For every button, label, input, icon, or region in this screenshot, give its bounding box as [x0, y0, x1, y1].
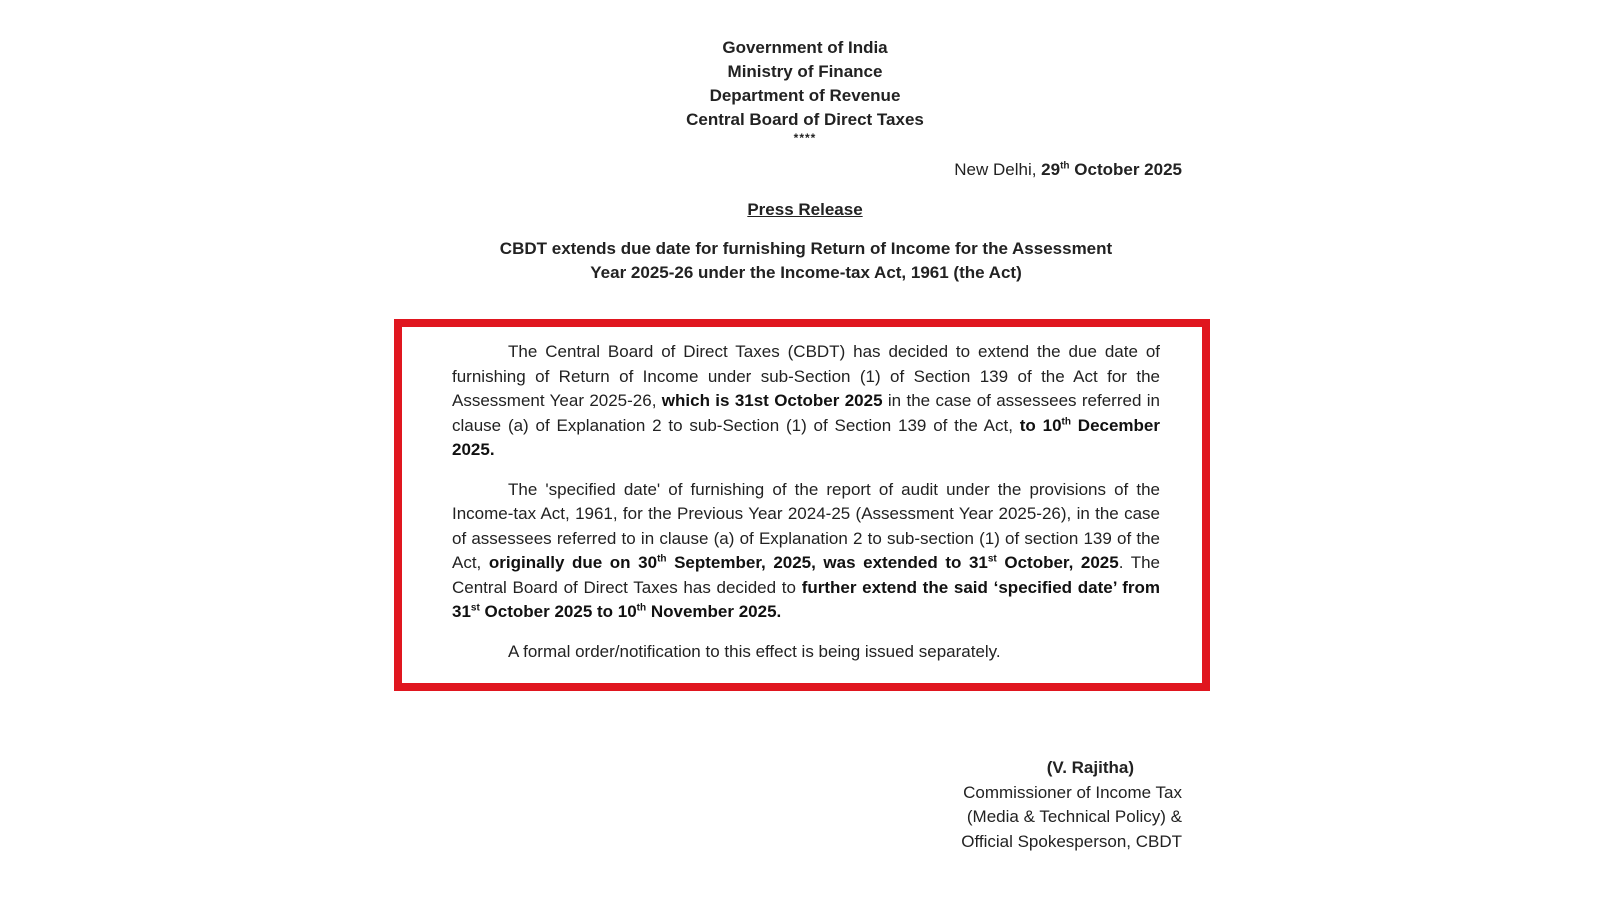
p2-bold-2: September, 2025, was extended to 31: [666, 553, 988, 572]
p1-bold-3: December 2025.: [452, 415, 1160, 459]
separator: ****: [793, 131, 817, 145]
body-text: [452, 340, 1160, 679]
paragraph-1: [452, 340, 1160, 463]
p1-sup: th: [1061, 415, 1071, 427]
p2-sup-3: st: [470, 602, 480, 614]
signatory-name: (V. Rajitha): [1046, 758, 1134, 777]
signature-block: [961, 756, 1182, 854]
p2-bold-5: October 2025 to 10: [479, 602, 637, 621]
p2-sup-4: th: [636, 602, 647, 614]
board-line: Central Board of Direct Taxes: [686, 110, 924, 129]
signatory-title-3: Official Spokesperson, CBDT: [961, 831, 1182, 851]
headline: [452, 237, 1160, 285]
p2-bold-6: November 2025.: [646, 602, 782, 621]
signatory-title-2: (Media & Technical Policy) &: [966, 807, 1182, 826]
headline-line-1: CBDT extends due date for furnishing Return of Income for the Assessment: [499, 239, 1113, 258]
p1-text-2: in the case of assessees referred in clause (a) of Explanation 2 to sub-Section (1) of Section 139 of the Act,: [452, 391, 1160, 435]
headline-line-2: Year 2025-26 under the Income-tax Act, 1961 (the Act): [590, 263, 1022, 282]
letterhead: [620, 36, 990, 144]
p2-sup-2: st: [987, 553, 997, 565]
paragraph-3: A formal order/notification to this effect is being issued separately.: [508, 641, 1001, 661]
press-release-label: Press Release: [747, 200, 863, 219]
p2-text-2: . The Central Board of Direct Taxes has decided to: [452, 553, 1161, 597]
p2-bold-group-1: [489, 553, 1119, 572]
dateline: [954, 158, 1182, 182]
p2-text-1: The 'specified date' of furnishing of the report of audit under the provisions of the Income-tax Act, 1961, for the Previous Year 2024-25 (Assessment Year 2025-26), in the case of assessees referred to in clause (a) of Explanation 2 to sub-section (1) of section 139 of the Act,: [452, 479, 1160, 572]
p2-bold-4: further extend the said ‘specified date’ from 31: [452, 577, 1160, 621]
signatory-title-1: Commissioner of Income Tax: [963, 782, 1182, 802]
p2-bold-3: October, 2025: [996, 553, 1119, 572]
department-line: Department of Revenue: [709, 86, 901, 105]
dateline-day: 29: [1041, 160, 1061, 179]
ministry-line: Ministry of Finance: [727, 62, 883, 81]
p1-text-1: The Central Board of Direct Taxes (CBDT) has decided to extend the due date of furnishing of Return of Income under sub-Section (1) of Section 139 of the Act for the Assessment Year 2025-26,: [452, 342, 1160, 410]
paragraph-2: [452, 478, 1160, 625]
dateline-month-year: October 2025: [1069, 160, 1182, 179]
dateline-day-suffix: th: [1060, 160, 1070, 172]
p1-bold-1: which is 31st October 2025: [661, 391, 883, 410]
dateline-place: New Delhi,: [954, 160, 1042, 179]
p1-bold-2: to 10: [1019, 415, 1062, 435]
p2-sup-1: th: [657, 553, 667, 565]
government-line: Government of India: [722, 38, 888, 57]
dateline-date: [1041, 160, 1182, 179]
p2-bold-1: originally due on 30: [488, 553, 658, 572]
